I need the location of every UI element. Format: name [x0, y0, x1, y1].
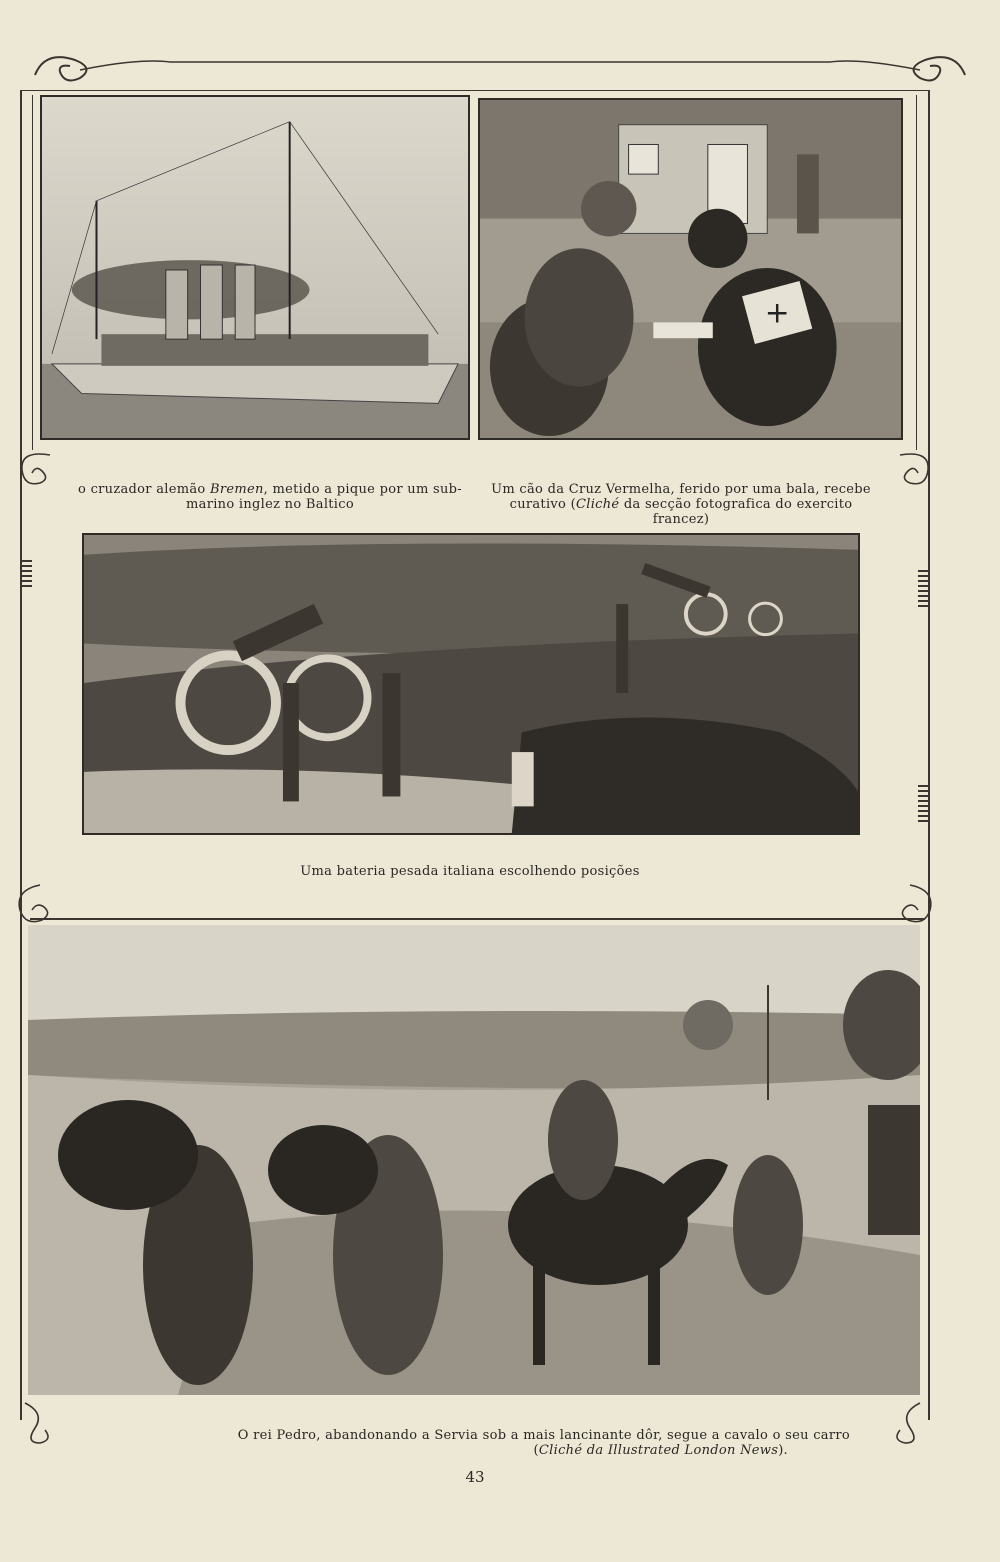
frame-right-line — [928, 90, 930, 1420]
left-bottom-ornament — [15, 1398, 60, 1448]
caption-dog-text-2: curativo ( — [509, 497, 576, 512]
caption-battery-text: Uma bateria pesada italiana escolhendo posições — [300, 864, 640, 879]
frame-left-line — [20, 90, 22, 1420]
left-tick-strip — [22, 560, 32, 590]
page-number: 43 — [465, 1468, 485, 1486]
photo-cruiser-bremen — [40, 95, 470, 440]
right-tick-strip-1 — [918, 570, 928, 610]
caption-dog-cliche: Cliché — [575, 497, 620, 512]
svg-text:+: + — [764, 294, 790, 330]
right-mid-ornament — [895, 880, 940, 930]
caption-dog — [486, 482, 876, 527]
right-tick-strip-2 — [918, 785, 928, 825]
caption-cruiser-line-2: marino inglez no Baltico — [186, 497, 354, 512]
photo-italian-battery — [82, 533, 860, 835]
caption-king-peter-line-1: O rei Pedro, abandonando a Servia sob a mais lancinante dôr, segue a cavalo o seu carro — [237, 1428, 850, 1443]
caption-cruiser-text-1: o cruzador alemão — [78, 482, 210, 497]
caption-king-peter-paren-close: ). — [778, 1443, 788, 1458]
caption-dog-text-3: da secção fotografica do exercito francez) — [619, 497, 853, 527]
right-bottom-ornament — [885, 1398, 930, 1448]
caption-battery — [230, 864, 710, 879]
left-scroll-ornament — [10, 445, 55, 495]
frame-mid-divider — [30, 918, 925, 920]
frame-right-inner — [916, 95, 917, 450]
caption-cruiser-ship-name: Bremen — [209, 482, 264, 497]
caption-cruiser — [70, 482, 470, 512]
caption-king-peter — [110, 1428, 850, 1458]
caption-dog-line-1: Um cão da Cruz Vermelha, ferido por uma bala, recebe — [491, 482, 871, 497]
caption-king-peter-cliche: Cliché da Illustrated London News — [538, 1443, 779, 1458]
caption-king-peter-paren-open: ( — [533, 1443, 539, 1458]
photo-red-cross-dog — [478, 98, 903, 440]
caption-cruiser-text-2: , metido a pique por um sub- — [263, 482, 462, 497]
frame-top-line — [20, 90, 930, 91]
frame-left-inner — [32, 95, 33, 450]
top-ornament — [20, 40, 980, 90]
right-scroll-ornament — [895, 445, 940, 495]
photo-king-peter — [28, 925, 920, 1395]
left-mid-ornament — [10, 880, 55, 930]
